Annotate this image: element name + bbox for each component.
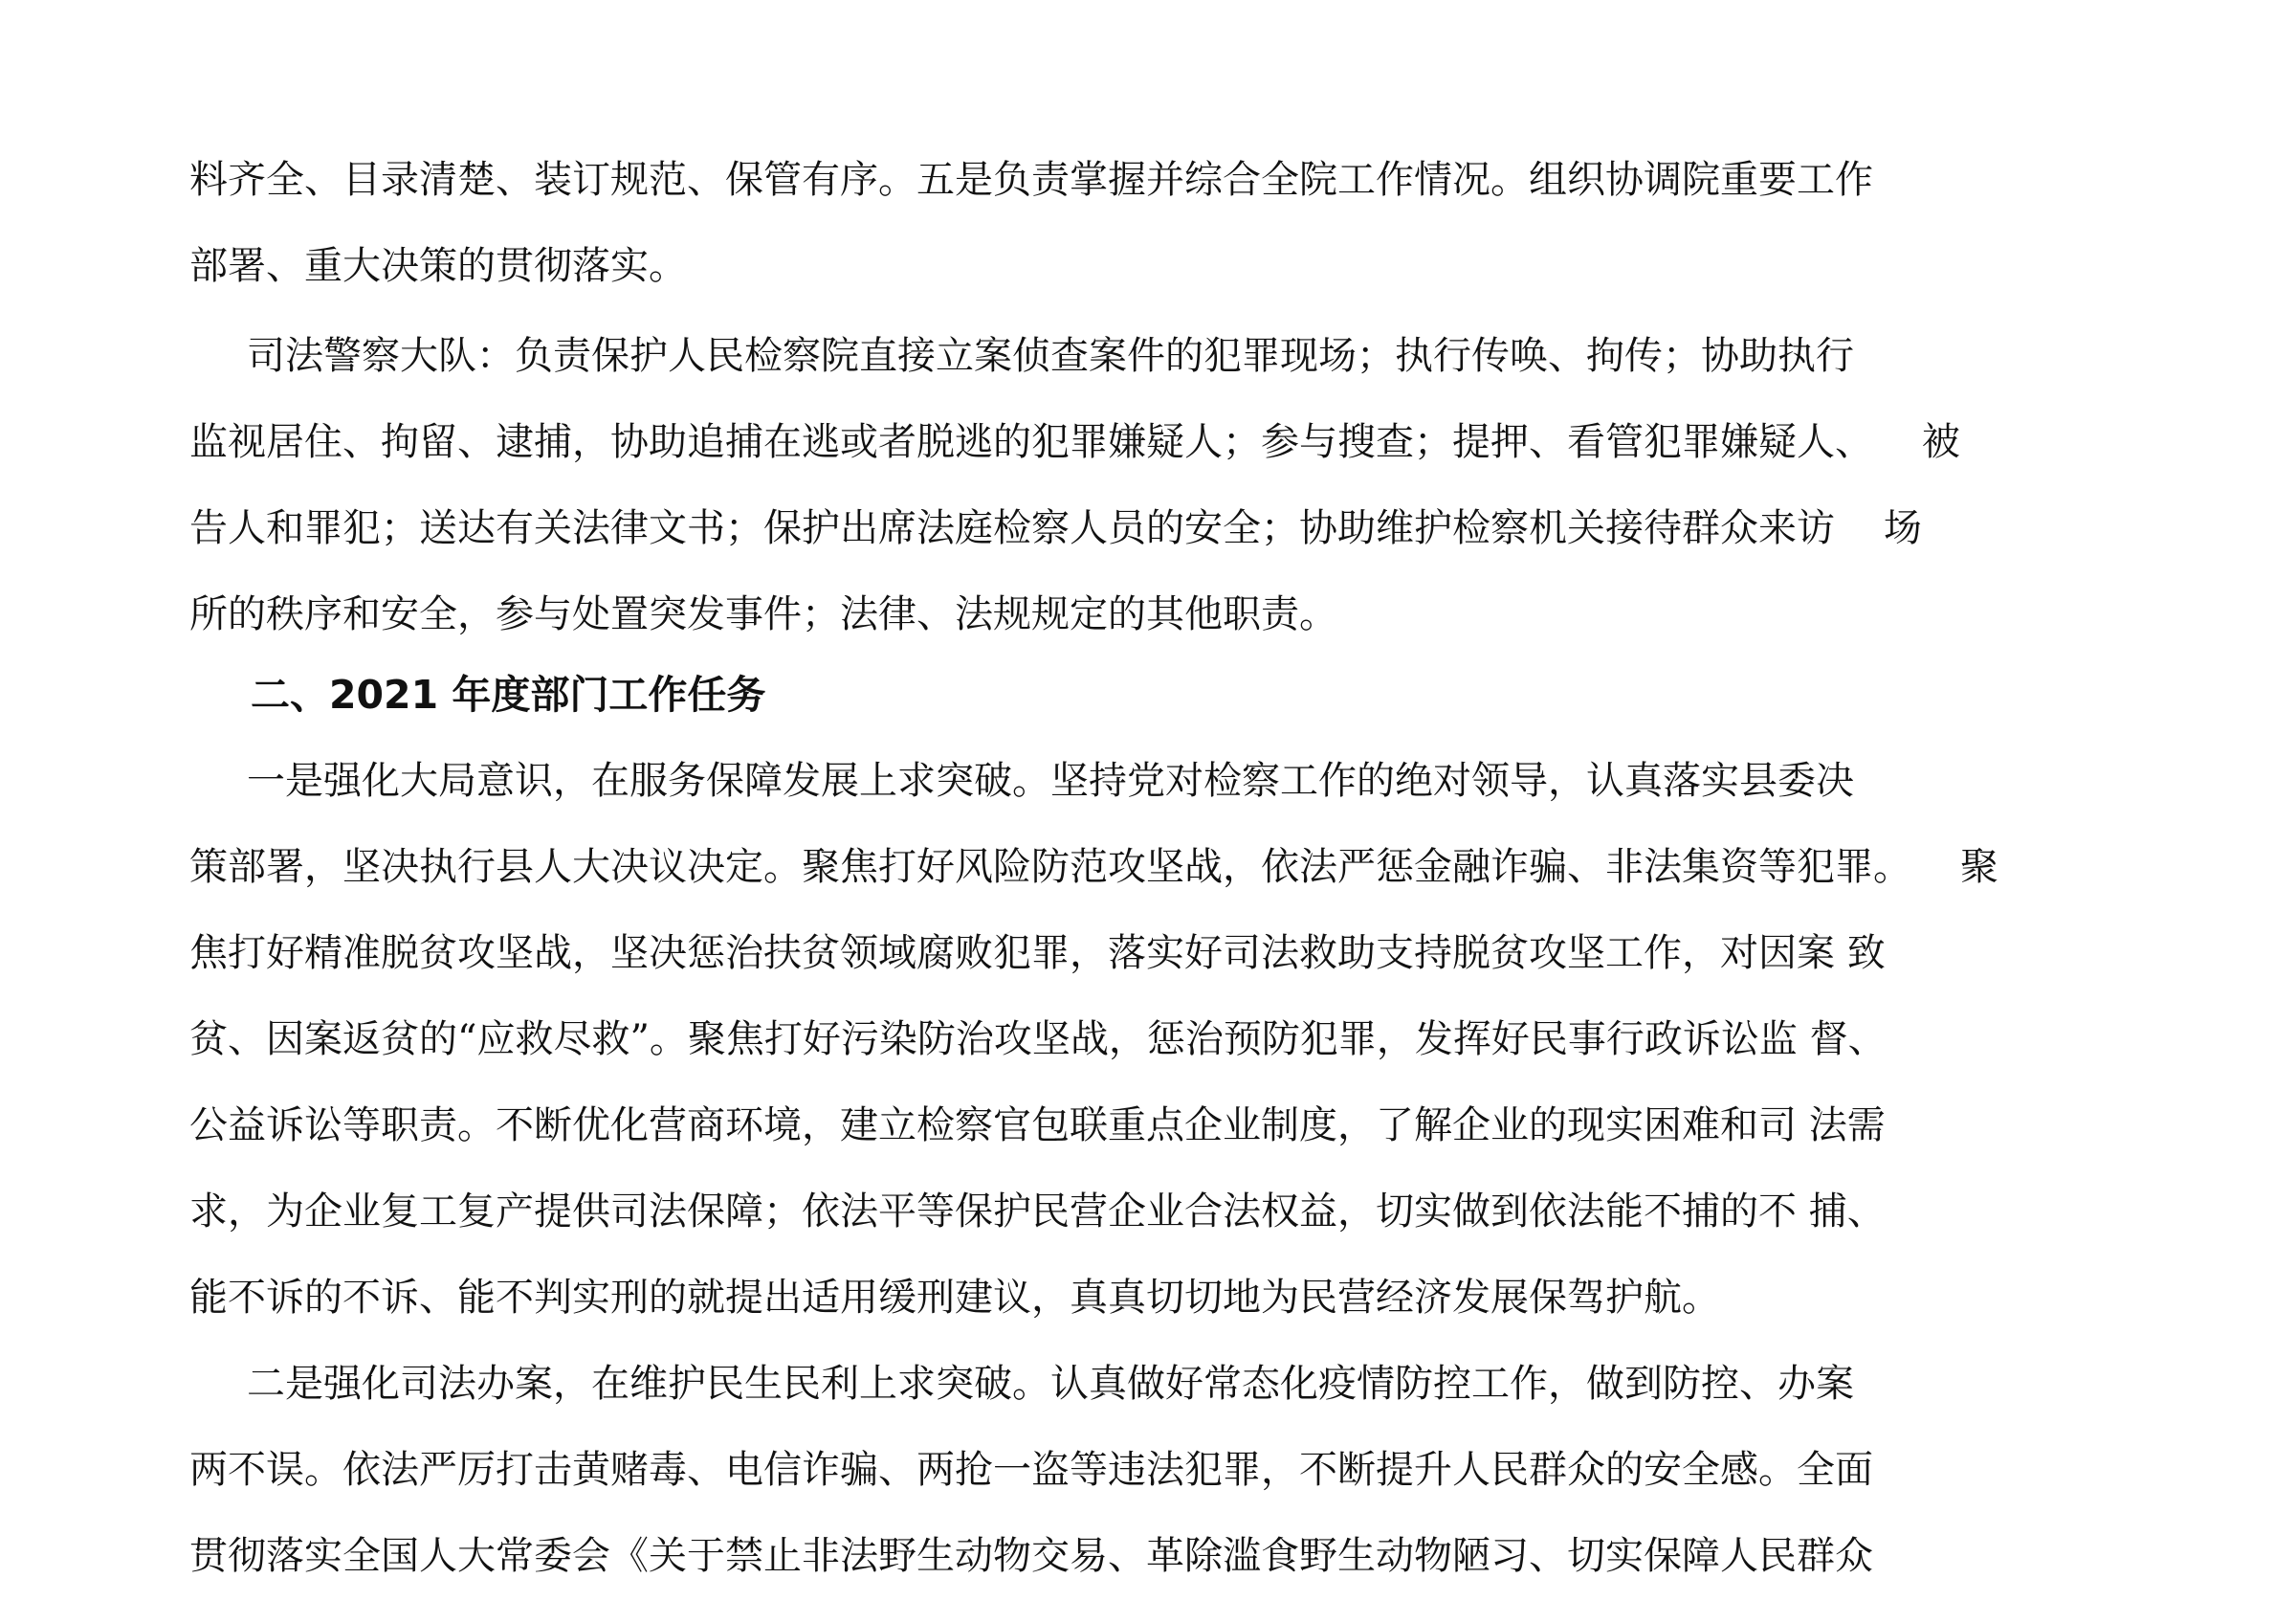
paragraph-line: 告人和罪犯；送达有关法律文书；保护出席法庭检察人员的安全；协助维护检察机关接待群众来访 场 <box>189 506 1922 550</box>
paragraph-line: 部署、重大决策的贯彻落实。 <box>189 244 687 288</box>
paragraph-line: 公益诉讼等职责。不断优化营商环境，建立检察官包联重点企业制度，了解企业的现实困难和司 法需 <box>189 1103 1886 1147</box>
paragraph-line: 料齐全、目录清楚、装订规范、保管有序。五是负责掌握并综合全院工作情况。组织协调院重要工作 <box>189 158 1873 202</box>
paragraph-line: 贯彻落实全国人大常委会《关于禁止非法野生动物交易、革除滥食野生动物陋习、切实保障人民群众 <box>189 1534 1873 1578</box>
paragraph-line: 焦打好精准脱贫攻坚战，坚决惩治扶贫领域腐败犯罪，落实好司法救助支持脱贫攻坚工作，对因案 致 <box>189 931 1886 975</box>
paragraph-line: 求，为企业复工复产提供司法保障；依法平等保护民营企业合法权益，切实做到依法能不捕的不 捕、 <box>189 1189 1886 1234</box>
section-heading: 二、2021 年度部门工作任务 <box>251 672 766 718</box>
paragraph-line: 二是强化司法办案，在维护民生民利上求突破。认真做好常态化疫情防控工作，做到防控、办案 <box>247 1362 1854 1406</box>
paragraph-line: 贫、因案返贫的“应救尽救”。聚焦打好污染防治攻坚战，惩治预防犯罪，发挥好民事行政诉讼监 督、 <box>189 1017 1887 1061</box>
paragraph-line: 所的秩序和安全，参与处置突发事件；法律、法规规定的其他职责。 <box>189 592 1337 636</box>
paragraph-line: 两不误。依法严厉打击黄赌毒、电信诈骗、两抢一盗等违法犯罪，不断提升人民群众的安全感。全面 <box>189 1448 1873 1492</box>
paragraph-line: 能不诉的不诉、能不判实刑的就提出适用缓刑建议，真真切切地为民营经济发展保驾护航。 <box>189 1276 1720 1320</box>
paragraph-line: 监视居住、拘留、逮捕，协助追捕在逃或者脱逃的犯罪嫌疑人；参与搜查；提押、看管犯罪嫌疑人、 被 <box>189 420 1960 464</box>
paragraph-line: 一是强化大局意识，在服务保障发展上求突破。坚持党对检察工作的绝对领导，认真落实县委决 <box>247 759 1854 803</box>
paragraph-line: 策部署，坚决执行县人大决议决定。聚焦打好风险防范攻坚战，依法严惩金融诈骗、非法集资等犯罪。 聚 <box>189 845 1998 889</box>
paragraph-line: 司法警察大队：负责保护人民检察院直接立案侦查案件的犯罪现场；执行传唤、拘传；协助执行 <box>247 334 1854 378</box>
